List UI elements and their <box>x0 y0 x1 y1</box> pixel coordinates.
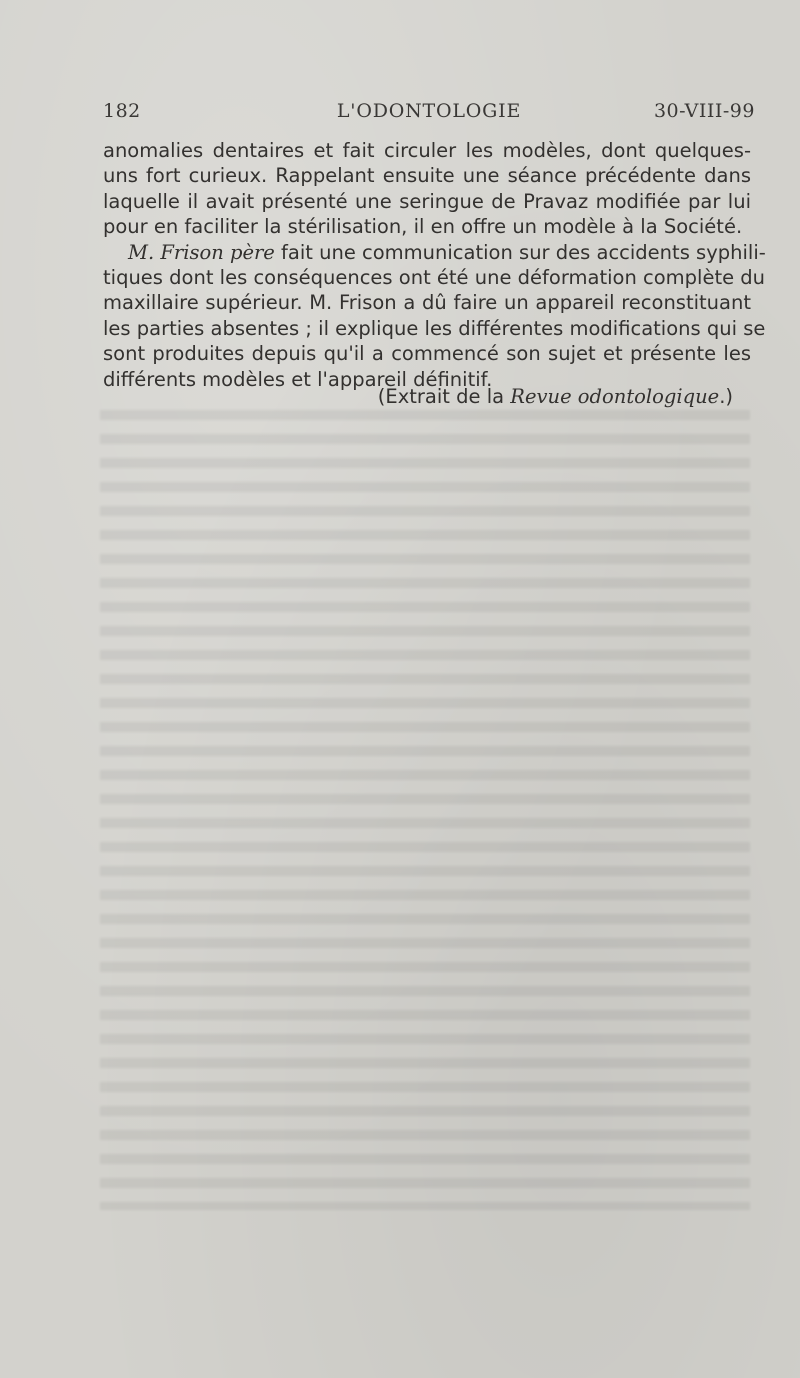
page-header <box>103 100 755 130</box>
body-text <box>103 138 766 392</box>
text-line: anomalies dentaires et fait circuler les modèles, dont quelques- <box>103 139 751 162</box>
running-title: L'ODONTOLOGIE <box>336 100 522 122</box>
text-line <box>103 240 766 265</box>
reverse-page-show-through <box>100 410 750 1210</box>
speaker-name: M. Frison père <box>128 240 275 264</box>
issue-date: 30-VIII-99 <box>653 100 755 122</box>
citation-prefix: (Extrait de la <box>377 385 511 408</box>
source-citation <box>103 385 733 408</box>
text-line: tiques dont les conséquences ont été une déformation complète du <box>103 265 766 289</box>
text-line: pour en faciliter la stérilisation, il en offre un modèle à la Société. <box>103 215 743 239</box>
page-number: 182 <box>103 100 141 122</box>
text-line: différents modèles et l'appareil définitif. <box>103 367 493 391</box>
text-line: sont produites depuis qu'il a commencé son sujet et présente les <box>103 342 751 366</box>
citation-suffix: .) <box>719 385 733 408</box>
text-line: uns fort curieux. Rappelant ensuite une séance précédente dans <box>103 164 751 188</box>
journal-title: Revue odontologique <box>510 385 720 408</box>
text-line: laquelle il avait présenté une seringue de Pravaz modifiée par lui <box>103 189 751 213</box>
text-line: maxillaire supérieur. M. Frison a dû faire un appareil reconstituant <box>103 291 751 315</box>
text-fragment: fait une communication sur des accidents syphili- <box>274 240 766 264</box>
text-line: les parties absentes ; il explique les différentes modifications qui se <box>103 316 766 340</box>
